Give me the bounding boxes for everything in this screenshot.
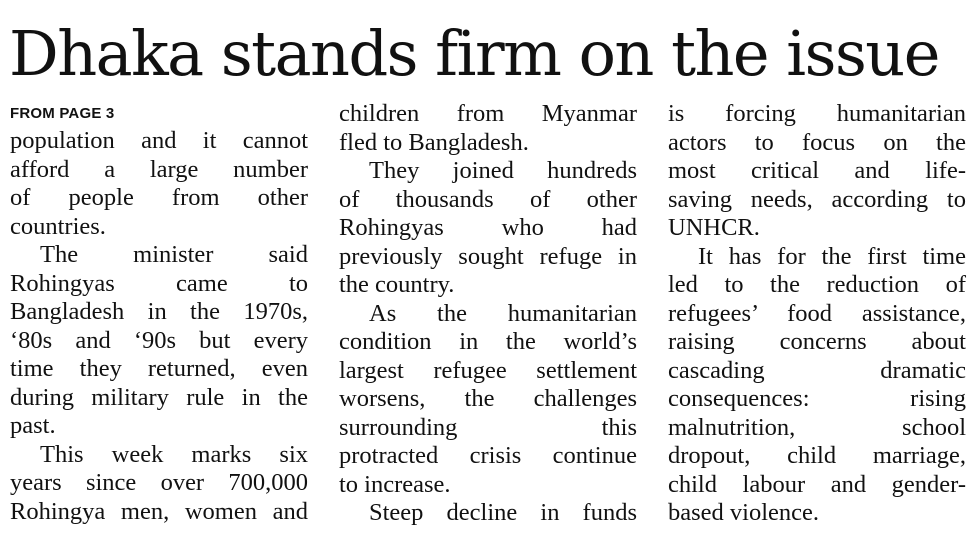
text-line: As the humanitarian xyxy=(369,299,637,327)
text-line: dropout, child marriage, xyxy=(668,442,966,469)
text-line: countries. xyxy=(10,212,106,240)
text-line: consequences: rising xyxy=(668,385,966,412)
text-line: They joined hundreds xyxy=(369,157,637,184)
text-line: child labour and gender- xyxy=(668,470,966,498)
text-line: The minister said xyxy=(40,241,308,268)
article-column-1 xyxy=(10,100,308,526)
text-line: time they returned, even xyxy=(10,355,308,382)
text-line: surrounding this xyxy=(339,413,637,441)
text-line: protracted crisis continue xyxy=(339,442,637,469)
article-column-2 xyxy=(339,100,637,528)
text-line: Rohingya men, women and xyxy=(10,497,308,525)
text-line: largest refugee settlement xyxy=(339,356,637,384)
text-line: cascading dramatic xyxy=(668,356,966,384)
text-line: malnutrition, school xyxy=(668,413,966,441)
text-line: of thousands of other xyxy=(339,185,637,213)
text-line: most critical and life- xyxy=(668,157,966,184)
text-line: actors to focus on the xyxy=(668,128,966,156)
text-line: the country. xyxy=(339,271,455,298)
text-line: during military rule in the xyxy=(10,383,308,411)
text-line: UNHCR. xyxy=(668,214,760,241)
text-line: past. xyxy=(10,412,56,439)
text-line: to increase. xyxy=(339,470,451,498)
text-line: is forcing humanitarian xyxy=(668,100,966,127)
text-line: led to the reduction of xyxy=(668,271,966,298)
text-line: children from Myanmar xyxy=(339,100,637,127)
text-line: of people from other xyxy=(10,184,308,211)
article-column-3 xyxy=(668,100,966,528)
text-line: Rohingyas came to xyxy=(10,269,308,297)
text-line: Steep decline in funds xyxy=(369,499,637,526)
text-line: Bangladesh in the 1970s, xyxy=(10,298,308,325)
text-line: This week marks six xyxy=(40,440,308,468)
text-line: population and it cannot xyxy=(10,127,308,154)
text-line: fled to Bangladesh. xyxy=(339,128,529,156)
text-line: previously sought refuge in xyxy=(339,242,637,270)
text-line: raising concerns about xyxy=(668,328,966,355)
jump-label: FROM PAGE 3 xyxy=(10,105,115,122)
text-line: saving needs, according to xyxy=(668,185,966,213)
text-line: ‘80s and ‘90s but every xyxy=(10,326,308,354)
text-line: based violence. xyxy=(668,499,820,526)
text-line: It has for the first time xyxy=(698,242,966,270)
text-line: Rohingyas who had xyxy=(339,214,637,241)
text-line: worsens, the challenges xyxy=(339,385,637,412)
headline: Dhaka stands firm on the issue xyxy=(9,17,939,90)
text-line: refugees’ food assistance, xyxy=(668,299,966,327)
text-line: condition in the world’s xyxy=(339,328,637,355)
text-line: afford a large number xyxy=(10,155,308,183)
text-line: years since over 700,000 xyxy=(10,469,308,496)
